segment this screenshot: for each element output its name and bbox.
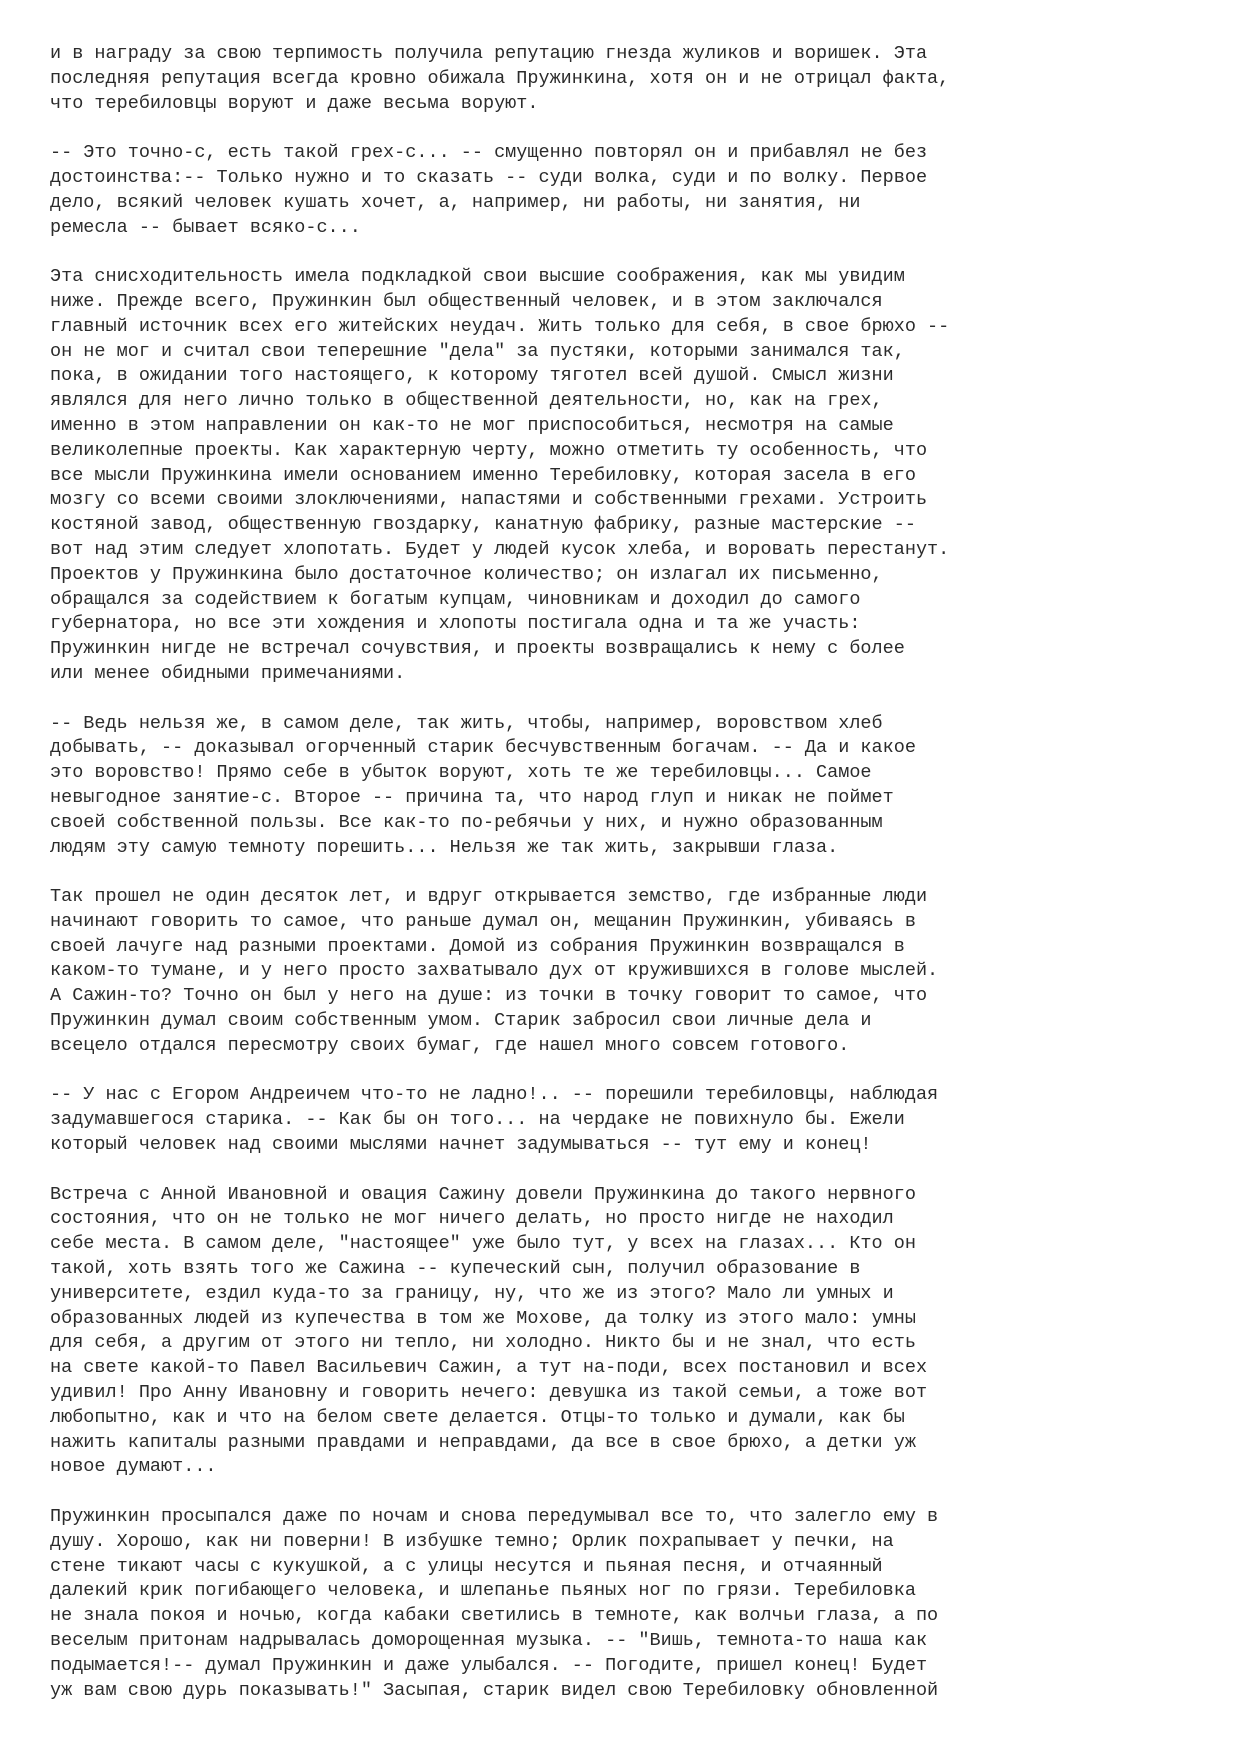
text-line: Эта снисходительность имела подкладкой свои высшие соображения, как мы увидим (50, 266, 905, 288)
paragraph (50, 141, 1200, 240)
text-line: Пружинкин просыпался даже по ночам и снова передумывал все то, что залегло ему в (50, 1506, 939, 1528)
text-line: любопытно, как и что на белом свете делается. Отцы-то только и думали, как бы (50, 1406, 905, 1428)
text-line: костяной завод, общественную гвоздарку, канатную фабрику, разные мастерские -- (50, 514, 916, 536)
text-line: что теребиловцы воруют и даже весьма воруют. (50, 92, 539, 114)
text-line: Так прошел не один десяток лет, и вдруг открывается земство, где избранные люди (50, 886, 928, 908)
text-line: веселым притонам надрывалась доморощенная музыка. -- "Вишь, темнота-то наша как (50, 1630, 928, 1651)
text-line: мозгу со всеми своими злоключениями, напастями и собственными грехами. Устроить (50, 489, 928, 511)
text-line: удивил! Про Анну Ивановну и говорить нечего: девушка из такой семьи, а тоже вот (50, 1382, 928, 1404)
text-line: главный источник всех его житейских неудач. Жить только для себя, в свое брюхо -- (50, 315, 950, 337)
paragraph (50, 42, 1200, 116)
paragraph (50, 1505, 1200, 1703)
text-line: Пружинкин думал своим собственным умом. Старик забросил свои личные дела и (50, 1010, 872, 1032)
text-line: новое думают... (50, 1456, 217, 1478)
text-line: вот над этим следует хлопотать. Будет у людей кусок хлеба, и воровать перестанут. (50, 538, 950, 560)
text-line: образованных людей из купечества в том же Мохове, да толку из этого мало: умны (50, 1307, 916, 1329)
text-line: всецело отдался пересмотру своих бумаг, где нашел много совсем готового. (50, 1034, 850, 1056)
text-line: или менее обидными примечаниями. (50, 662, 406, 684)
text-line: задумавшегося старика. -- Как бы он того... на чердаке не повихнуло бы. Ежели (50, 1109, 905, 1131)
paragraph (50, 885, 1200, 1059)
text-line: Пружинкин нигде не встречал сочувствия, и проекты возвращались к нему с более (50, 638, 905, 660)
text-line: великолепные проекты. Как характерную черту, можно отметить ту особенность, что (50, 439, 928, 461)
paragraph (50, 1083, 1200, 1157)
text-line: -- У нас с Егором Андреичем что-то не ладно!.. -- порешили теребиловцы, наблюдая (50, 1084, 939, 1106)
text-line: на свете какой-то Павел Васильевич Сажин, а тут на-поди, всех постановил и всех (50, 1357, 928, 1379)
text-line: людям эту самую темноту порешить... Нельзя же так жить, закрывши глаза. (50, 836, 839, 858)
text-line: последняя репутация всегда кровно обижала Пружинкина, хотя он и не отрицал факта, (50, 67, 950, 89)
text-line: -- Это точно-с, есть такой грех-с... -- смущенно повторял он и прибавлял не без (50, 142, 928, 164)
text-line: невыгодное занятие-с. Второе -- причина та, что народ глуп и никак не поймет (50, 786, 894, 808)
text-line: университете, ездил куда-то за границу, ну, что же из этого? Мало ли умных и (50, 1282, 894, 1304)
text-line: и в награду за свою терпимость получила репутацию гнезда жуликов и воришек. Эта (50, 43, 928, 64)
paragraph (50, 712, 1200, 861)
text-line: он не мог и считал свои теперешние "дела" за пустяки, которыми занимался так, (50, 340, 905, 362)
text-line: именно в этом направлении он как-то не мог приспособиться, несмотря на самые (50, 414, 894, 436)
text-line: достоинства:-- Только нужно и то сказать -- суди волка, суди и по волку. Первое (50, 166, 928, 188)
text-line: нажить капиталы разными правдами и неправдами, да все в свое брюхо, а детки уж (50, 1431, 916, 1453)
text-line: ниже. Прежде всего, Пружинкин был общественный человек, и в этом заключался (50, 290, 883, 312)
paragraph (50, 1183, 1200, 1481)
text-line: своей собственной пользы. Все как-то по-ребячьи у них, и нужно образованным (50, 811, 883, 833)
text-line: -- Ведь нельзя же, в самом деле, так жить, чтобы, например, воровством хлеб (50, 712, 883, 734)
text-line: это воровство! Прямо себе в убыток воруют, хоть те же теребиловцы... Самое (50, 762, 872, 784)
text-line: добывать, -- доказывал огорченный старик бесчувственным богачам. -- Да и какое (50, 737, 916, 759)
text-line: губернатора, но все эти хождения и хлопоты постигала одна и та же участь: (50, 613, 861, 635)
text-line: пока, в ожидании того настоящего, к которому тяготел всей душой. Смысл жизни (50, 365, 894, 387)
text-line: далекий крик погибающего человека, и шлепанье пьяных ног по грязи. Теребиловка (50, 1580, 916, 1602)
text-line: дело, всякий человек кушать хочет, а, например, ни работы, ни занятия, ни (50, 191, 861, 213)
text-line: своей лачуге над разными проектами. Домой из собрания Пружинкин возвращался в (50, 935, 905, 957)
text-line: такой, хоть взять того же Сажина -- купеческий сын, получил образование в (50, 1258, 861, 1280)
text-line: Встреча с Анной Ивановной и овация Сажину довели Пружинкина до такого нервного (50, 1183, 916, 1205)
text-line: который человек над своими мыслями начнет задумываться -- тут ему и конец! (50, 1134, 872, 1156)
text-line: начинают говорить то самое, что раньше думал он, мещанин Пружинкин, убиваясь в (50, 910, 916, 932)
text-line: подымается!-- думал Пружинкин и даже улыбался. -- Погодите, пришел конец! Будет (50, 1654, 928, 1676)
text-line: не знала покоя и ночью, когда кабаки светились в темноте, как волчьи глаза, а по (50, 1605, 939, 1627)
text-line: стене тикают часы с кукушкой, а с улицы несутся и пьяная песня, и отчаянный (50, 1555, 883, 1577)
text-line: ремесла -- бывает всяко-с... (50, 216, 361, 238)
text-line: душу. Хорошо, как ни поверни! В избушке темно; Орлик похрапывает у печки, на (50, 1530, 894, 1552)
paragraph (50, 265, 1200, 687)
text-line: являлся для него лично только в общественной деятельности, но, как на грех, (50, 390, 883, 412)
text-line: все мысли Пружинкина имели основанием именно Теребиловку, которая засела в его (50, 464, 916, 486)
text-line: уж вам свою дурь показывать!" Засыпая, старик видел свою Теребиловку обновленной (50, 1679, 939, 1701)
text-line: состояния, что он не только не мог ничего делать, но просто нигде не находил (50, 1208, 894, 1230)
text-line: Проектов у Пружинкина было достаточное количество; он излагал их письменно, (50, 563, 883, 585)
text-line: каком-то тумане, и у него просто захватывало дух от кружившихся в голове мыслей. (50, 960, 939, 982)
text-line: обращался за содействием к богатым купцам, чиновникам и доходил до самого (50, 588, 861, 610)
text-line: себе места. В самом деле, "настоящее" уже было тут, у всех на глазах... Кто он (50, 1233, 916, 1255)
text-line: для себя, а другим от этого ни тепло, ни холодно. Никто бы и не знал, что есть (50, 1332, 916, 1354)
text-line: А Сажин-то? Точно он был у него на душе: из точки в точку говорит то самое, что (50, 985, 928, 1007)
document-page (50, 42, 1200, 1728)
